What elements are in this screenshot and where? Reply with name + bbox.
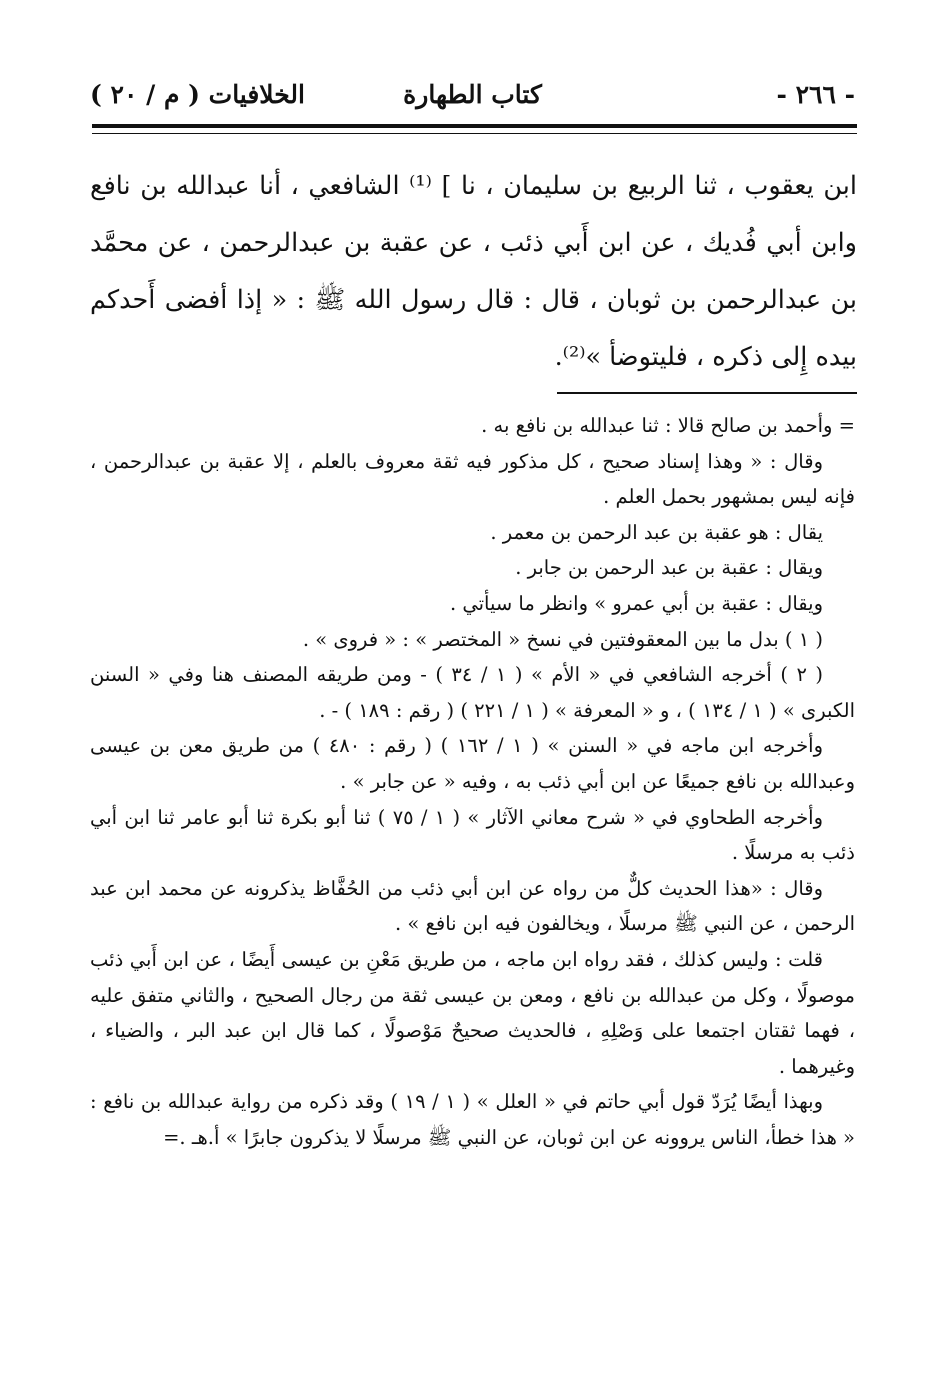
footnote-separator [557,392,857,394]
footnote-paragraph: وأخرجه الطحاوي في « شرح معاني الآثار » ( ١ / ٧٥ ) ثنا أبو بكرة ثنا أبو عامر ثنا ابن أبي ذئب به مرسلًا . [90,805,855,865]
running-header [90,62,855,122]
footnote-paragraph: قلت : وليس كذلك ، فقد رواه ابن ماجه ، من طريق مَعْنِ بن عيسى أَيضًا ، عن ابن أَبي ذئب موصولًا ، وكل من عبدالله بن نافع ، ومعن بن عيسى ثقة من رجال الصحيح ، والثاني متفق عليه ، فهما ثقتان اجتمعا على وَصْلِهِ ، فالحديث صحيحٌ مَوْصولًا ، كما قال ابن عبد البر ، والضياء ، وغيرهما . [90,947,855,1078]
footnote-paragraph: = وأحمد بن صالح قالا : ثنا عبدالله بن نافع به . [481,414,855,437]
header-rule-thick [92,124,857,128]
footnote-paragraph: ويقال : عقبة بن عبد الرحمن بن جابر . [515,556,823,580]
series-title: الخلافيات ( م / ٢٠ ) [90,80,305,109]
footnote-1: ( ١ ) بدل ما بين المعقوفتين في نسخ « المختصر » : « فروى » . [302,627,823,651]
header-rule-thin [92,133,857,134]
footnote-2: ( ٢ ) أخرجه الشافعي في « الأم » ( ١ / ٣٤ ) - ومن طريقه المصنف هنا وفي « السنن الكبرى » ( ١ / ١٣٤ ) ، و « المعرفة » ( ١ / ٢٢١ ) ( رقم : ١٨٩ ) - . [90,663,855,722]
book-title: كتاب الطهارة [403,80,542,109]
footnote-paragraph: ويقال : عقبة بن أبي عمرو » وانظر ما سيأتي . [449,591,823,615]
footnote-paragraph: وقال : «هذا الحديث كلٌّ من رواه عن ابن أبي ذئب من الحُفَّاظ يذكرونه عن محمد ابن عبد الرحمن ، عن النبي ﷺ مرسلًا ، ويخالفون فيه ابن نافع » . [90,876,855,936]
footnote-paragraph: وأخرجه ابن ماجه في « السنن » ( ١ / ١٦٢ ) ( رقم : ٤٨٠ ) من طريق معن بن عيسى وعبدالله بن نافع جميعًا عن ابن أبي ذئب به ، وفيه « عن جابر » . [90,734,855,793]
main-text [90,158,857,386]
footnotes [90,408,855,1155]
footnote-paragraph: يقال : هو عقبة بن عبد الرحمن بن معمر . [490,520,823,544]
footnote-paragraph: وبهذا أيضًا يُرَدّ قول أبي حاتم في « العلل » ( ١ / ١٩ ) وقد ذكره من رواية عبدالله بن نافع : « هذا خطأ، الناس يروونه عن ابن ثوبان، عن النبي ﷺ مرسلًا لا يذكرون جابرًا » أ.هـ .= [90,1090,855,1149]
main-paragraph: ابن يعقوب ، ثنا الربيع بن سليمان ، نا ] ⁽¹⁾ الشافعي ، أنا عبدالله بن نافع وابن أبي فُديك ، عن ابن أَبي ذئب ، عن عقبة بن عبدالرحمن ، عن محمَّد بن عبدالرحمن بن ثوبان ، قال : قال رسول الله ﷺ : « إذا أفضى أَحدكم بيده إِلى ذكره ، فليتوضأ »⁽²⁾. [90,171,857,372]
page-number: - ٢٦٦ - [776,80,855,109]
footnote-paragraph: وقال : « وهذا إسناد صحيح ، كل مذكور فيه ثقة معروف بالعلم ، إلا عقبة بن عبدالرحمن ، فإنه ليس بمشهور بحمل العلم . [90,449,855,509]
